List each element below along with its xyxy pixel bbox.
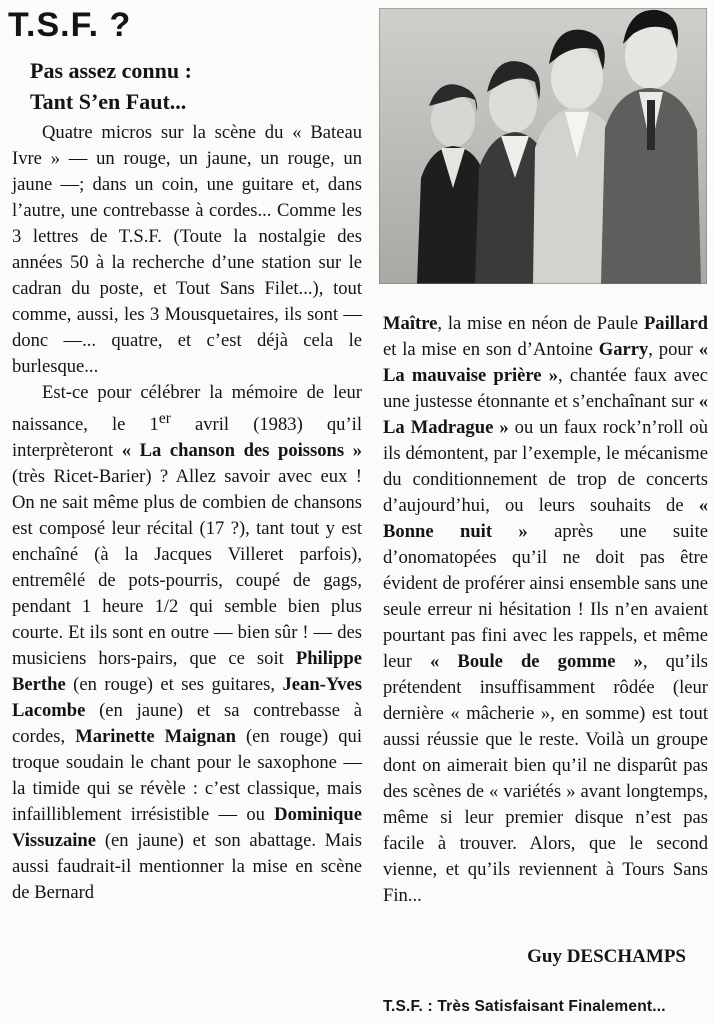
text-run: , qu’ils prétendent insuffisamment rôdée (leur dernière « mâcherie », en somme) est tout aussi réussie que le reste. Voilà un groupe dont on aimerait bien qu’il ne disparût pas des scènes de « variétés » avant longtemps, même si leur premier disque n’est pas facile à trouver. Alors, que le second vienne, et qu’ils reviennent à Tours Sans Fin... <box>383 651 708 906</box>
text-run: ou un faux rock’n’roll où ils démontent, par l’exemple, le mécanisme du conditionnement de trop de concerts d’aujourd’hui, ou leurs souhaits de <box>383 417 709 516</box>
headline: T.S.F. ? <box>8 6 132 44</box>
text-run: (en rouge) et ses guitares, <box>65 674 283 696</box>
text-run: (en rouge) qui troque soudain le chant pour le saxophone — la timide qui se révèle : c’est classique, mais infailliblement irrésistible — ou <box>12 726 363 826</box>
musician-name: Dominique Vissuzaine <box>12 804 362 852</box>
song-title: « La mauvaise prière » <box>383 339 708 386</box>
subtitle-line-2: Tant S’en Faut... <box>30 89 187 114</box>
credit-name: Paillard <box>643 313 708 334</box>
tagline: T.S.F. : Très Satisfaisant Finalement... <box>383 998 666 1015</box>
text-run: , pour <box>648 339 699 360</box>
text-run: Est-ce pour célébrer la mémoire de leur naissance, le 1 <box>12 382 362 436</box>
song-title: « La chanson des poissons » <box>121 440 362 462</box>
text-run: après une suite d’onomatopées qu’il ne doit pas être évident de proférer ainsi ensemble sans une seule erreur ni hésitation ! Ils n’en avaient pourtant pas fini avec les rappels, et même leur <box>383 521 708 672</box>
band-photo <box>379 8 707 284</box>
text-run: et la mise en son d’Antoine <box>383 339 599 360</box>
text-run: , la mise en néon de Paule <box>437 313 644 334</box>
text-run: avril (1983) qu’il interprèteront <box>12 414 362 462</box>
right-column <box>383 311 708 909</box>
musician-name: Jean-Yves Lacombe <box>12 674 362 722</box>
superscript: er <box>158 410 171 427</box>
musician-name: Marinette Maignan <box>75 726 236 748</box>
credit-name: Garry <box>598 339 649 360</box>
song-title: « Boule de gomme » <box>430 651 643 672</box>
paragraph-continued <box>383 311 708 909</box>
left-column <box>12 120 362 906</box>
subtitle-line-1: Pas assez connu : <box>30 58 192 83</box>
paragraph-intro: Quatre micros sur la scène du « Bateau Ivre » — un rouge, un jaune, un rouge, un jaune —; dans un coin, une guitare et, dans l’autre, une contrebasse à cordes... Comme les 3 lettres de T.S.F. (Toute la nostalgie des années 50 à la recherche d’une station sur le cadran du poste, et Tout Sans Filet...), tout comme, aussi, les 3 Mousquetaires, ils sont — donc —... quatre, et c’est déjà cela le burlesque... <box>12 122 362 377</box>
credit-name: Maître <box>383 313 438 334</box>
song-title: « La Madrague » <box>383 391 708 438</box>
text-run: (très Ricet-Barier) ? Allez savoir avec eux ! On ne sait même plus de combien de chansons est composé leur récital (17 ?), tant tout y est enchaîné (à la Jacques Villeret parfois), entremêlé de pots-pourris, coupé de gags, pendant 1 heure 1/2 qui semble bien plus courte. Et ils sont en outre — bien sûr ! — des musiciens hors-pairs, que ce soit <box>12 466 362 670</box>
paragraph-show <box>12 380 362 906</box>
musician-name: Philippe Berthe <box>12 648 362 696</box>
song-title: « Bonne nuit » <box>383 495 708 542</box>
author-byline: Guy DESCHAMPS <box>527 946 686 967</box>
text-run: , chantée faux avec une justesse étonnante et s’enchaînant sur <box>383 365 708 412</box>
text-run: (en jaune) et sa contrebasse à cordes, <box>12 700 362 748</box>
text-run: (en jaune) et son abattage. Mais aussi faudrait-il mentionner la mise en scène de Bernard <box>12 830 362 904</box>
